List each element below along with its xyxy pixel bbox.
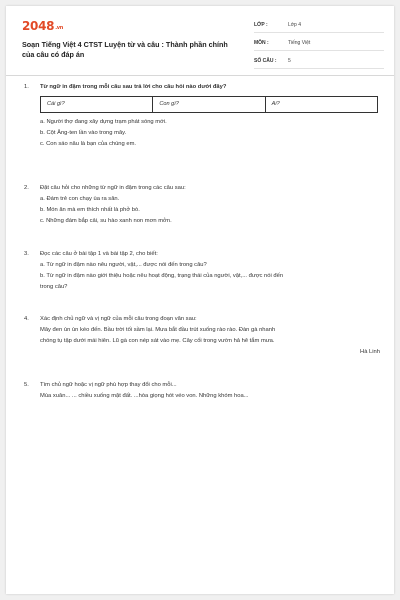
question-text: Đặt câu hỏi cho những từ ngữ in đậm trong các câu sau: bbox=[40, 185, 186, 191]
answer-option: Ai? bbox=[271, 101, 280, 107]
meta-row-grade bbox=[254, 20, 384, 33]
question-text: Đọc các câu ở bài tập 1 và bài tập 2, cho biết: bbox=[40, 251, 158, 257]
answer-options-table bbox=[40, 96, 378, 113]
logo-text: 2048 bbox=[22, 19, 55, 33]
document-meta bbox=[254, 20, 384, 74]
document-title: Soạn Tiếng Việt 4 CTST Luyện từ và câu : Thành phần chính của câu có đáp án bbox=[22, 40, 228, 59]
question-line: a. Đám trẻ con chạy ùa ra sân. bbox=[40, 196, 120, 202]
question-line: trong câu? bbox=[40, 284, 68, 290]
question-text: Tìm chủ ngữ hoặc vị ngữ phù hợp thay đổi cho mỗi... bbox=[40, 382, 177, 388]
meta-label: SỐ CÂU : bbox=[254, 58, 277, 64]
meta-row-question-count bbox=[254, 56, 384, 69]
meta-label: MÔN : bbox=[254, 40, 269, 46]
question-number: 4. bbox=[24, 316, 29, 322]
logo-domain: .vn bbox=[55, 25, 64, 31]
passage-line: chóng tụ tập dưới mái hiên. Lũ gà con nép sát vào mẹ. Cây cối trong vườn hả hê tắm mưa. bbox=[40, 338, 275, 344]
question-3 bbox=[22, 249, 384, 293]
question-line: a. Từ ngữ in đậm nào nêu người, vật,... được nói đến trong câu? bbox=[40, 262, 207, 268]
question-number: 5. bbox=[24, 382, 29, 388]
meta-label: LỚP : bbox=[254, 22, 268, 28]
question-line: c. Con sáo nâu là bạn của chúng em. bbox=[40, 141, 137, 147]
answer-option: Cái gì? bbox=[41, 97, 153, 112]
meta-value: Tiếng Việt bbox=[288, 40, 311, 46]
meta-value: 5 bbox=[288, 58, 291, 64]
question-2 bbox=[22, 183, 384, 227]
site-logo[interactable] bbox=[22, 19, 63, 33]
passage-author: Hà Linh bbox=[360, 349, 380, 355]
question-line: b. Từ ngữ in đậm nào giới thiệu hoặc nêu hoạt động, trạng thái của người, vật,... được nói đến bbox=[40, 273, 284, 279]
meta-value: Lớp 4 bbox=[288, 22, 302, 28]
question-4 bbox=[22, 314, 384, 358]
question-line: c. Những đám bắp cải, su hào xanh non mơn mởn. bbox=[40, 218, 172, 224]
document-page bbox=[6, 6, 394, 594]
question-number: 1. bbox=[24, 84, 29, 90]
question-5 bbox=[22, 380, 384, 402]
question-number: 2. bbox=[24, 185, 29, 191]
question-line: b. Cột Ăng-ten lần vào trong mây. bbox=[40, 130, 127, 136]
answer-option: Con gì? bbox=[153, 97, 265, 112]
question-line: b. Món ăn mà em thích nhất là phở bò. bbox=[40, 207, 140, 213]
question-line: a. Người thợ đang xây dựng trạm phát sóng mới. bbox=[40, 119, 167, 125]
question-line: Mùa xuân... ... chiều xuống mặt đất. ...hòa giọng hót véo von. Những khóm hoa... bbox=[40, 393, 249, 399]
question-number: 3. bbox=[24, 251, 29, 257]
header-divider bbox=[6, 75, 394, 76]
question-text: Từ ngữ in đậm trong mỗi câu sau trả lời cho câu hỏi nào dưới đây? bbox=[40, 84, 227, 90]
question-text: Xác định chủ ngữ và vị ngữ của mỗi câu trong đoạn văn sau: bbox=[40, 316, 197, 322]
meta-row-subject bbox=[254, 38, 384, 51]
question-1 bbox=[22, 82, 384, 150]
passage-line: Mây đen ùn ùn kéo đến. Bầu trời tối sầm lại. Mưa bắt đầu trút xuống rào rào. Đàn gà nhanh bbox=[40, 327, 276, 333]
